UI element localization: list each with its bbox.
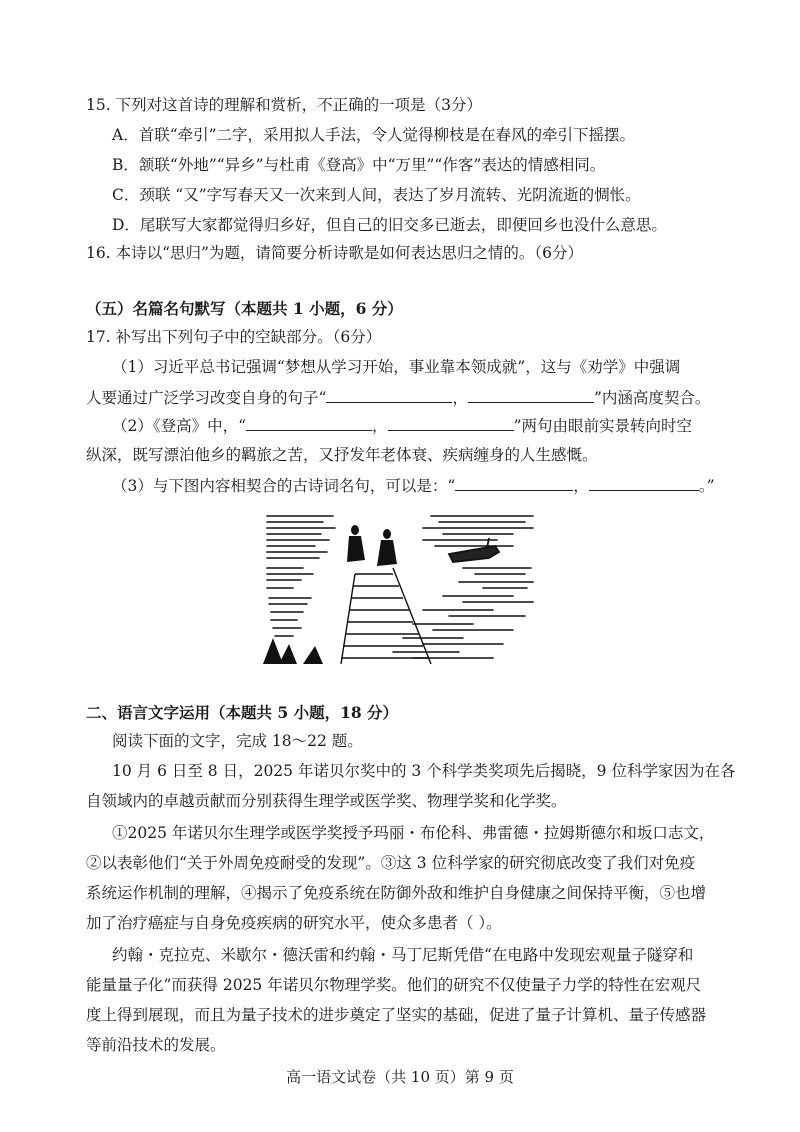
para3-line3: 度上得到展现，而且为量子技术的进步奠定了坚实的基础，促进了量子计算机、量子传感器 xyxy=(86,1006,707,1024)
q17-item1-line2 xyxy=(86,386,710,409)
para1-line1: 10 月 6 日至 8 日，2025 年诺贝尔奖中的 3 个科学类奖项先后揭晓，9 位科学家因为在各 xyxy=(112,762,736,780)
answer-blank[interactable] xyxy=(388,414,514,431)
para2-line3: 系统运作机制的理解，④揭示了免疫系统在防御外敌和维护自身健康之间保持平衡，⑤也增 xyxy=(86,884,707,902)
q17-stem: 17. 补写出下列句子中的空缺部分。（6分） xyxy=(86,328,382,346)
page-footer: 高一语文试卷（共 10 页）第 9 页 xyxy=(286,1068,514,1086)
answer-blank[interactable] xyxy=(246,414,372,431)
q17-item2-line1 xyxy=(112,414,692,437)
para2-line1: ①2025 年诺贝尔生理学或医学奖授予玛丽・布伦科、弗雷德・拉姆斯德尔和坂口志文， xyxy=(112,824,715,842)
answer-blank[interactable] xyxy=(589,474,699,491)
q17-item1-text-a: 人要通过广泛学习改变自身的句子“ xyxy=(86,389,327,407)
para3-line1: 约翰・克拉克、米歇尔・德沃雷和约翰・马丁尼斯凭借“在电路中发现宏观量子隧穿和 xyxy=(112,946,694,964)
answer-blank[interactable] xyxy=(326,386,452,403)
q17-item1-text-c: ”内涵高度契合。 xyxy=(593,389,711,407)
q17-item1-line1: （1）习近平总书记强调“梦想从学习开始，事业靠本领成就”，这与《劝学》中强调 xyxy=(112,358,681,376)
q16-stem: 16. 本诗以“思归”为题，请简要分析诗歌是如何表达思归之情的。（6分） xyxy=(86,244,584,262)
q15-option-b: B．颔联“外地”“异乡”与杜甫《登高》中“万里”“作客”表达的情感相同。 xyxy=(112,156,606,174)
answer-blank[interactable] xyxy=(455,474,573,491)
q17-item2-text-b: ， xyxy=(372,417,388,435)
q15-stem: 15. 下列对这首诗的理解和赏析，不正确的一项是（3分） xyxy=(86,96,482,114)
para2-line2: ②以表彰他们“关于外周免疫耐受的发现”。③这 3 位科学家的研究彻底改变了我们对免疫 xyxy=(86,854,696,872)
para3-line2: 能量量子化”而获得 2025 年诺贝尔物理学奖。他们的研究不仅使量子力学的特性在宏观尺 xyxy=(86,976,702,994)
q17-item3-text-b: ， xyxy=(573,477,589,495)
answer-blank[interactable] xyxy=(468,386,594,403)
para1-line2: 自领域内的卓越贡献而分别获得生理学或医学奖、物理学奖和化学奖。 xyxy=(86,792,567,810)
para3-line4: 等前沿技术的发展。 xyxy=(86,1036,226,1054)
part2-heading: 二、语言文字运用（本题共 5 小题，18 分） xyxy=(86,703,399,722)
section5-heading: （五）名篇名句默写（本题共 1 小题，6 分） xyxy=(86,299,403,318)
q17-item2-line2: 纵深，既写漂泊他乡的羁旅之苦，又抒发年老体衰、疾病缠身的人生感慨。 xyxy=(86,446,598,464)
q17-item3-line xyxy=(112,474,715,497)
q17-item2-text-a: （2）《登高》中，“ xyxy=(112,417,247,435)
part2-intro: 阅读下面的文字，完成 18～22 题。 xyxy=(112,732,363,750)
q17-item1-text-b: ， xyxy=(452,389,468,407)
para2-line4: 加了治疗癌症与自身免疫疾病的研究水平，使众多患者（ ）。 xyxy=(86,914,502,932)
q15-option-d: D．尾联写大家都觉得归乡好，但自己的旧交多已逝去，即便回乡也没什么意思。 xyxy=(112,216,667,234)
q17-item3-text-c: 。” xyxy=(698,477,715,495)
q15-option-a: A．首联“牵引”二字，采用拟人手法，令人觉得柳枝是在春风的牵引下摇摆。 xyxy=(112,126,636,144)
q17-item3-text-a: （3）与下图内容相契合的古诗词名句，可以是：“ xyxy=(112,477,456,495)
q17-item2-text-c: ”两句由眼前实景转向时空 xyxy=(513,417,692,435)
q15-option-c: C．颈联 “又”字写春天又一次来到人间，表达了岁月流转、光阴流逝的惆怅。 xyxy=(112,186,641,204)
ink-illustration xyxy=(263,508,539,664)
